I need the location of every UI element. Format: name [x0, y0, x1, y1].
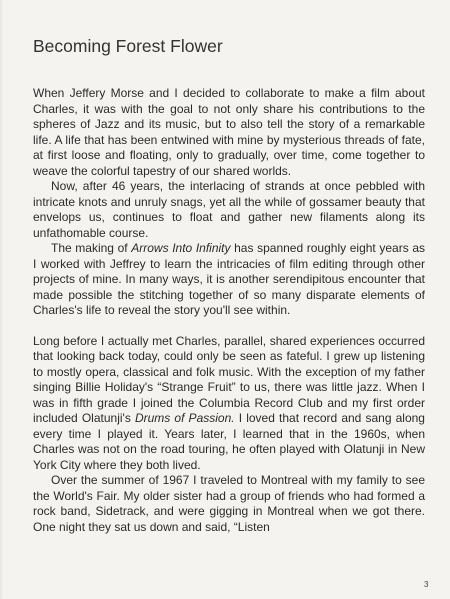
paragraph-text: has spanned roughly eight years as I worked with Jeffrey to learn the intricacies of film editing through other projects of mine. In many ways, it is another serendipitous encounter that made possible the stitching together of so many disparate elements of Charles's life to reveal the story you'll see within.	[33, 241, 426, 317]
album-title: Drums of Passion.	[134, 411, 235, 425]
paragraph-text: Now, after 46 years, the interlacing of strands at once pebbled with intricate knots and unruly snags, yet all the while of gossamer beauty that envelops us, continues to float and gather new filaments along its unfathomable course.	[33, 179, 425, 240]
paragraph-2	[33, 179, 425, 241]
paragraph-1	[33, 86, 425, 179]
book-page	[33, 0, 425, 599]
paragraph-text: Long before I actually met Charles, parallel, shared experiences occurred that looking back today, could only be seen as fateful. I grew up listening to mostly opera, classical and folk music. With the exception of my father singing Billie Holiday's “Strange Fruit” to us, there was little jazz. When I was in fifth grade I joined the Columbia Record Club and my first order included Olatunji's	[33, 333, 425, 425]
paragraph-3	[33, 241, 425, 319]
paragraph-text: I loved that record and sang along every time I played it. Years later, I learned that in the 1960s, when Charles was not on the road touring, he often played with Olatunji in New York City where they both lived.	[33, 411, 425, 472]
paragraph-text: The making of	[51, 241, 132, 255]
page-number: 3	[424, 580, 429, 589]
paragraph-5	[33, 473, 425, 535]
chapter-title: Becoming Forest Flower	[33, 36, 223, 56]
paragraph-text: When Jeffery Morse and I decided to collaborate to make a film about Charles, it was with the goal to not only share his contributions to the spheres of Jazz and its music, but to also tell the story of a remarkable life. A life that has been entwined with mine by mysterious threads of fate, at first loose and floating, only to gradually, over time, come together to weave the colorful tapestry of our shared worlds.	[33, 86, 425, 178]
chapter-body	[33, 86, 425, 535]
film-title: Arrows Into Infinity	[131, 241, 231, 255]
paragraph-4	[33, 334, 425, 474]
page-gutter	[0, 0, 3, 599]
paragraph-text: Over the summer of 1967 I traveled to Montreal with my family to see the World's Fair. My older sister had a group of friends who had formed a rock band, Sidetrack, and were gigging in Montreal when we got there. One night they sat us down and said, “Listen	[33, 473, 425, 534]
